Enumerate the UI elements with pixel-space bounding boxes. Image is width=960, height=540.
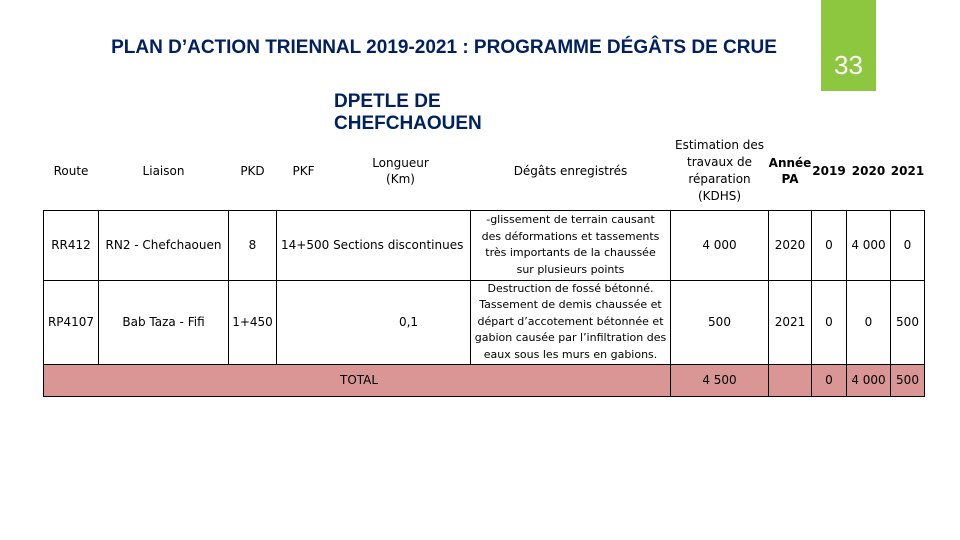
header-longueur: Longueur (Km) bbox=[331, 132, 471, 210]
cell-route: RR412 bbox=[44, 210, 99, 280]
total-annee bbox=[769, 364, 812, 396]
cell-2020: 4 000 bbox=[847, 210, 891, 280]
cell-annee: 2020 bbox=[769, 210, 812, 280]
header-pkf: PKF bbox=[277, 132, 331, 210]
slide-title: PLAN D’ACTION TRIENNAL 2019-2021 : PROGRAMME DÉGÂTS DE CRUE bbox=[111, 37, 777, 58]
table-row bbox=[44, 210, 925, 280]
cell-2021: 0 bbox=[891, 210, 925, 280]
cell-liaison: RN2 - Chefchaouen bbox=[99, 210, 229, 280]
total-estimation: 4 500 bbox=[671, 364, 769, 396]
total-row bbox=[44, 364, 925, 396]
cell-pkf-longueur bbox=[277, 210, 471, 280]
header-annee: Année PA bbox=[769, 132, 812, 210]
cell-pkd: 1+450 bbox=[229, 280, 277, 364]
header-2019: 2019 bbox=[812, 132, 847, 210]
slide-subtitle: DPETLE DE CHEFCHAOUEN bbox=[334, 91, 482, 134]
cell-pkf-longueur bbox=[277, 280, 471, 364]
cell-estimation: 4 000 bbox=[671, 210, 769, 280]
header-degats: Dégâts enregistrés bbox=[471, 132, 671, 210]
cell-longueur: Sections discontinues bbox=[333, 238, 464, 252]
cell-route: RP4107 bbox=[44, 280, 99, 364]
header-pkd: PKD bbox=[229, 132, 277, 210]
cell-annee: 2021 bbox=[769, 280, 812, 364]
cell-pkd: 8 bbox=[229, 210, 277, 280]
cell-longueur: 0,1 bbox=[398, 315, 419, 329]
cell-2021: 500 bbox=[891, 280, 925, 364]
header-2021: 2021 bbox=[891, 132, 925, 210]
cell-pkf: 14+500 bbox=[281, 238, 330, 252]
total-2020: 4 000 bbox=[847, 364, 891, 396]
total-2021: 500 bbox=[891, 364, 925, 396]
cell-2019: 0 bbox=[812, 210, 847, 280]
header-liaison: Liaison bbox=[99, 132, 229, 210]
page-number: 33 bbox=[834, 50, 863, 80]
cell-degats: -glissement de terrain causant des déformations et tassements très importants de la chaussée sur plusieurs points bbox=[471, 210, 671, 280]
cell-2020: 0 bbox=[847, 280, 891, 364]
total-label: TOTAL bbox=[44, 364, 671, 396]
header-row bbox=[44, 132, 925, 210]
header-2020: 2020 bbox=[847, 132, 891, 210]
header-estimation: Estimation des travaux de réparation (KDHS) bbox=[671, 132, 769, 210]
cell-estimation: 500 bbox=[671, 280, 769, 364]
cell-2019: 0 bbox=[812, 280, 847, 364]
total-2019: 0 bbox=[812, 364, 847, 396]
cell-degats: Destruction de fossé bétonné. Tassement de demis chaussée et départ d’accotement bétonnée et gabion causée par l’infiltration des eaux sous les murs en gabions. bbox=[471, 280, 671, 364]
action-plan-table bbox=[43, 132, 925, 397]
cell-liaison: Bab Taza - Fifi bbox=[99, 280, 229, 364]
header-route: Route bbox=[44, 132, 99, 210]
table-row bbox=[44, 280, 925, 364]
